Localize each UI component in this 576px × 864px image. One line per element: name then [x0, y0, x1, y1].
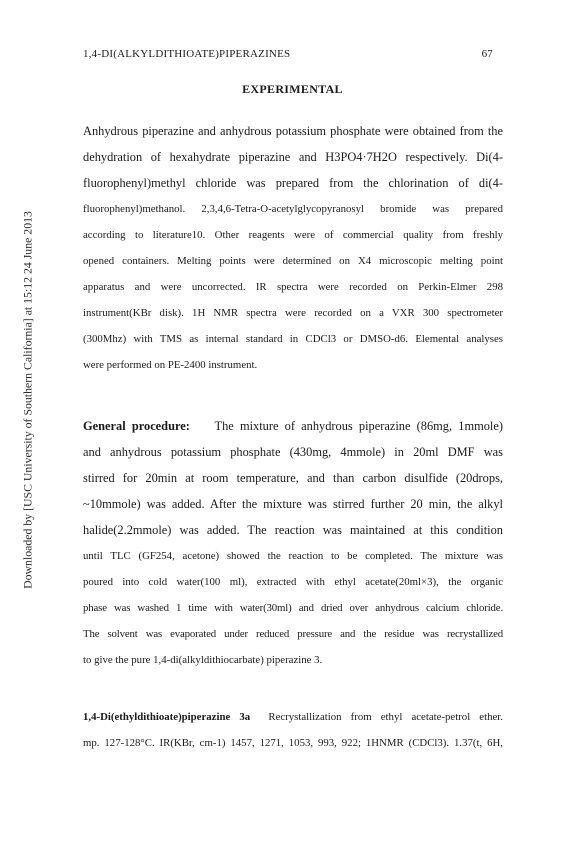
experimental-paragraph: [83, 118, 503, 378]
text-line: until TLC (GF254, acetone) showed the reaction to be completed. The mixture was: [83, 550, 503, 562]
compound-3a-heading: 1,4-Di(ethyldithioate)piperazine 3a: [83, 711, 251, 723]
text-line: to give the pure 1,4-di(alkyldithiocarbate) piperazine 3.: [83, 654, 323, 666]
text-line: stirred for 20min at room temperature, and than carbon disulfide (20drops,: [83, 471, 503, 485]
compound-3a-line: Recrystallization from ethyl acetate-petrol ether.: [268, 711, 503, 723]
text-line: fluorophenyl)methanol. 2,3,4,6-Tetra-O-acetylglycopyranosyl bromide was prepared: [83, 203, 503, 215]
text-line: apparatus and were uncorrected. IR spectra were recorded on Perkin-Elmer 298: [83, 281, 503, 293]
text-line: and anhydrous potassium phosphate (430mg, 4mmole) in 20ml DMF was: [83, 445, 503, 459]
text-line: ~10mmole) was added. After the mixture was stirred further 20 min, the alkyl: [83, 497, 503, 511]
text-line: instrument(KBr disk). 1H NMR spectra were recorded on a VXR 300 spectrometer: [83, 307, 503, 319]
text-line: (300Mhz) with TMS as internal standard in CDCl3 or DMSO-d6. Elemental analyses: [83, 333, 503, 345]
running-title: 1,4-DI(ALKYLDITHIOATE)PIPERAZINES: [83, 48, 291, 60]
text-line: phase was washed 1 time with water(30ml) and dried over anhydrous calcium chloride.: [83, 602, 503, 614]
compound-3a-paragraph: [83, 704, 503, 756]
page-number: 67: [481, 48, 493, 60]
text-line: poured into cold water(100 ml), extracted with ethyl acetate(20ml×3), the organic: [83, 576, 503, 588]
section-title: EXPERIMENTAL: [242, 82, 343, 96]
text-line: were performed on PE-2400 instrument.: [83, 359, 258, 371]
text-line: opened containers. Melting points were determined on X4 microscopic melting point: [83, 255, 503, 267]
text-line: dehydration of hexahydrate piperazine and H3PO4·7H2O respectively. Di(4-: [83, 150, 503, 164]
text-line: mp. 127-128°C. IR(KBr, cm-1) 1457, 1271, 1053, 993, 922; 1HNMR (CDCl3). 1.37(t, 6H,: [83, 737, 503, 749]
text-line: fluorophenyl)methyl chloride was prepared from the chlorination of di(4-: [83, 176, 503, 190]
general-procedure-paragraph: [83, 413, 503, 673]
text-line: The solvent was evaporated under reduced pressure and the residue was recrystallized: [83, 628, 503, 640]
text-line: [83, 704, 503, 730]
download-notice: Downloaded by [USC University of Southern California] at 15:12 24 June 2013: [20, 211, 35, 589]
text-line: [83, 413, 503, 439]
download-watermark: [18, 150, 38, 650]
text-line: halide(2.2mmole) was added. The reaction was maintained at this condition: [83, 523, 503, 537]
text-line: according to literature10. Other reagents were of commercial quality from freshly: [83, 229, 503, 241]
general-procedure-heading: General procedure:: [83, 419, 190, 433]
text-line: Anhydrous piperazine and anhydrous potassium phosphate were obtained from the: [83, 124, 503, 138]
general-procedure-line: The mixture of anhydrous piperazine (86mg, 1mmole): [214, 419, 503, 433]
